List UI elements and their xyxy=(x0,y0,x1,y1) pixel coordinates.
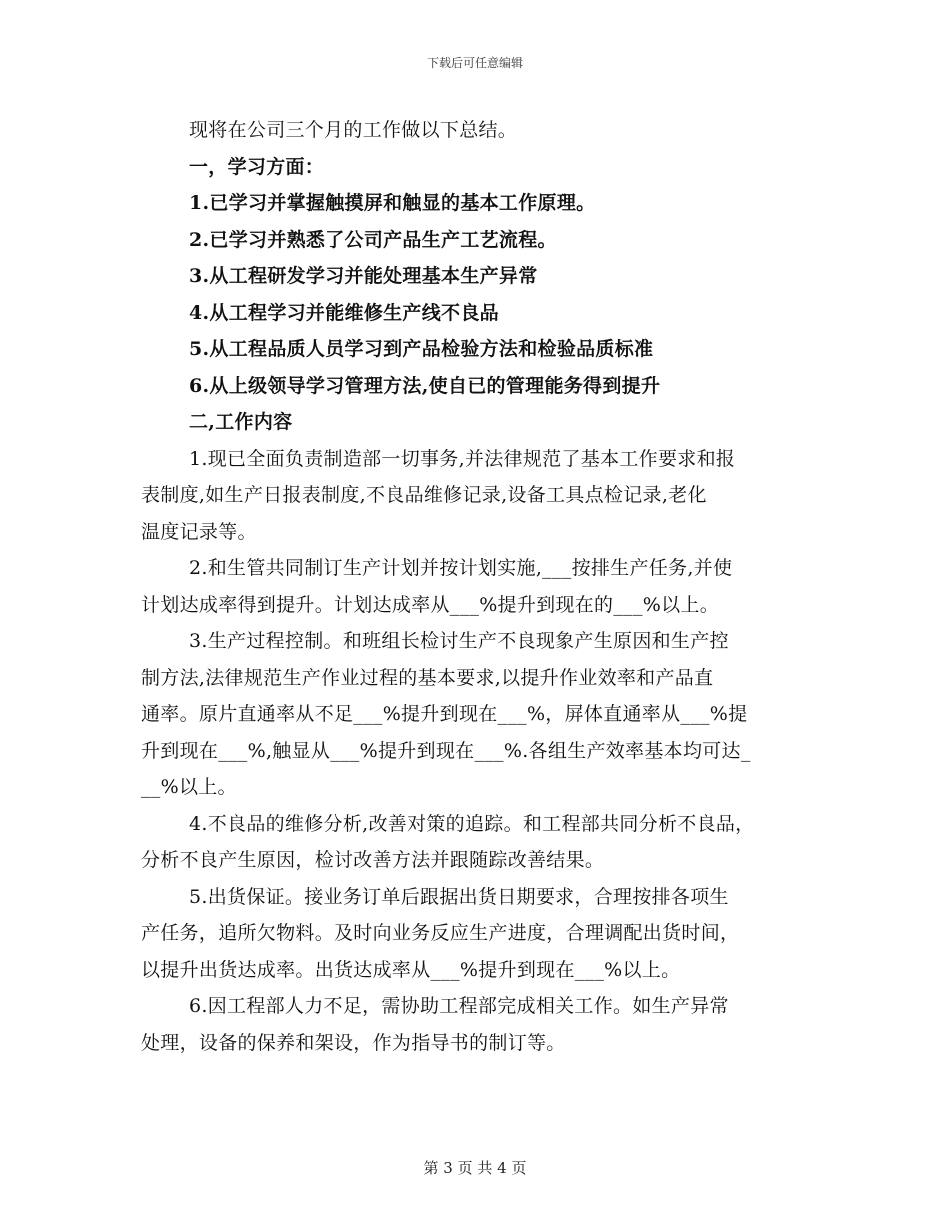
section-2-heading: 二,工作内容 xyxy=(189,411,293,433)
paragraph-line: 计划达成率得到提升。计划达成率从___%提升到现在的___%以上。 xyxy=(141,593,720,616)
paragraph-line: 4.不良品的维修分析,改善对策的追踪。和工程部共同分析不良品， xyxy=(189,812,755,835)
paragraph-line: 3.生产过程控制。和班组长检讨生产不良现象产生原因和生产控 xyxy=(189,630,729,652)
work-paragraph-1 xyxy=(141,441,821,551)
paragraph-line: 以提升出货达成率。出货达成率从___%提升到现在___%以上。 xyxy=(141,958,681,981)
intro-line: 现将在公司三个月的工作做以下总结。 xyxy=(189,119,518,141)
paragraph-line: 2.和生管共同制订生产计划并按计划实施,___按排生产任务,并使 xyxy=(189,557,733,579)
study-item-5: 5.从工程品质人员学习到产品检验方法和检验品质标准 xyxy=(189,338,654,360)
work-paragraph-3 xyxy=(141,623,821,806)
work-paragraph-6 xyxy=(141,988,821,1061)
section-1-heading: 一，学习方面： xyxy=(189,155,325,178)
paragraph-line: 处理，设备的保养和架设，作为指导书的制订等。 xyxy=(141,1031,566,1054)
study-item-4: 4.从工程学习并能维修生产线不良品 xyxy=(189,301,499,324)
study-item-6: 6.从上级领导学习管理方法,使自已的管理能务得到提升 xyxy=(189,374,661,397)
work-paragraph-4 xyxy=(141,806,821,879)
paragraph-line: 1.现已全面负责制造部一切事务,并法律规范了基本工作要求和报 xyxy=(189,447,736,470)
study-item-3: 3.从工程研发学习并能处理基本生产异常 xyxy=(189,265,538,287)
document-body xyxy=(141,112,821,1061)
paragraph-line: 6.因工程部人力不足，需协助工程部完成相关工作。如生产异常 xyxy=(189,995,729,1017)
paragraph-line: __%以上。 xyxy=(141,776,237,798)
paragraph-line: 表制度,如生产日报表制度,不良品维修记录,设备工具点检记录,老化 xyxy=(141,484,707,506)
work-paragraph-2 xyxy=(141,550,821,623)
page-header: 下载后可任意编辑 xyxy=(426,56,523,70)
paragraph-line: 制方法,法律规范生产作业过程的基本要求,以提升作业效率和产品直 xyxy=(141,666,714,689)
work-paragraph-5 xyxy=(141,879,821,989)
page-number: 第 3 页 共 4 页 xyxy=(423,1159,527,1177)
paragraph-line: 5.出货保证。接业务订单后跟据出货日期要求，合理按排各项生 xyxy=(189,885,729,908)
paragraph-line: 温度记录等。 xyxy=(141,520,257,543)
paragraph-line: 分析不良产生原因，检讨改善方法并跟随踪改善结果。 xyxy=(141,849,605,871)
study-item-1: 1.已学习并掌握触摸屏和触显的基本工作原理。 xyxy=(189,192,596,214)
paragraph-line: 升到现在___%,触显从___%提升到现在___%.各组生产效率基本均可达_ xyxy=(141,739,751,762)
study-item-2: 2.已学习并熟悉了公司产品生产工艺流程。 xyxy=(189,228,557,251)
paragraph-line: 产任务，追所欠物料。及时向业务反应生产进度，合理调配出货时间， xyxy=(141,922,740,944)
paragraph-line: 通率。原片直通率从不足___%提升到现在___%，屏体直通率从___%提 xyxy=(141,703,748,725)
